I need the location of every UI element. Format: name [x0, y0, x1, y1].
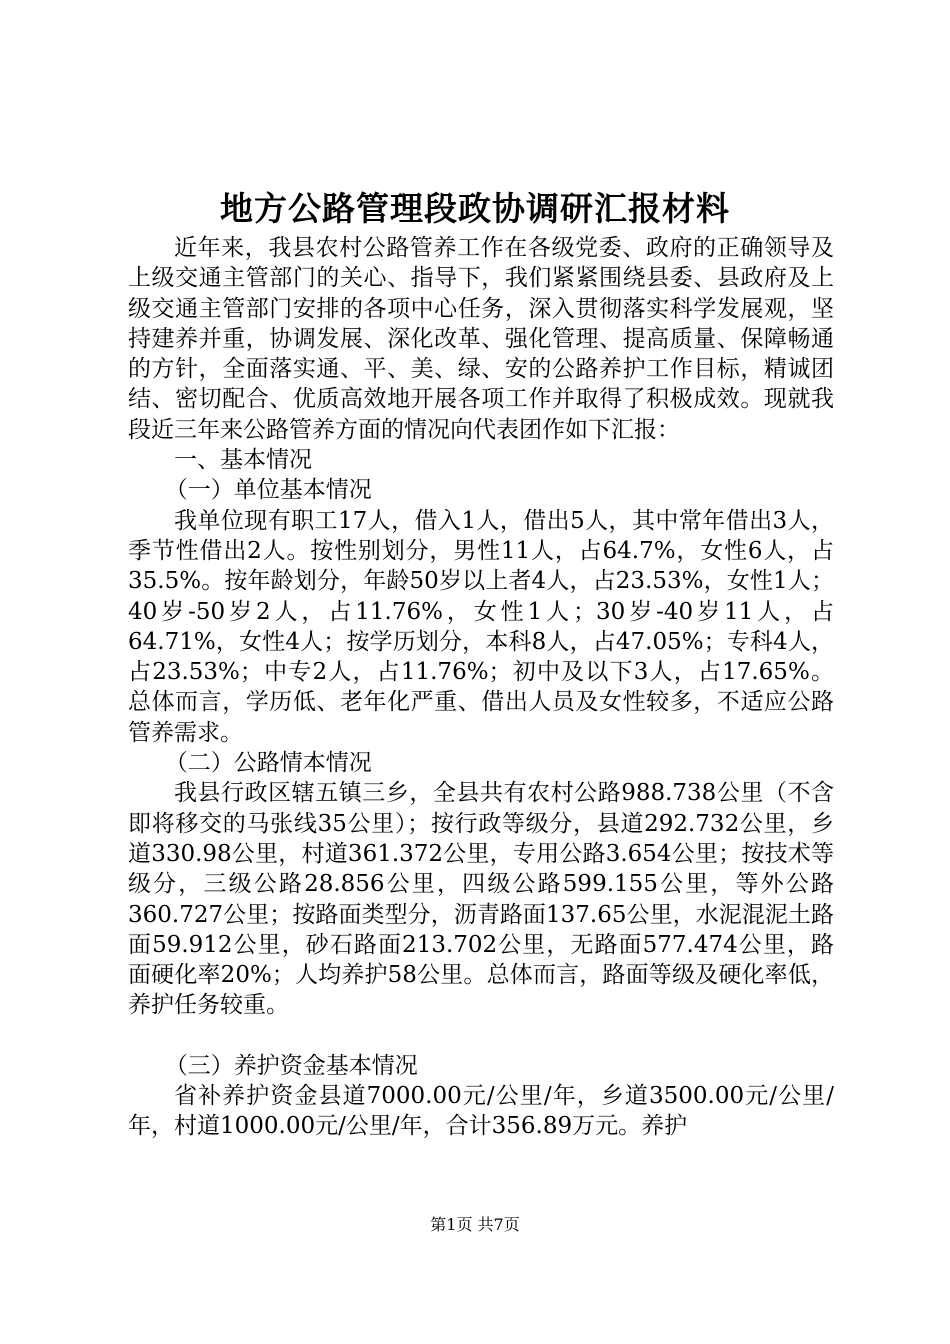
document-title: 地方公路管理段政协调研汇报材料	[220, 189, 730, 228]
subsection-heading-funds: （三）养护资金基本情况	[164, 1052, 418, 1079]
unit-paragraph: 我单位现有职工17人，借入1人，借出5人，其中常年借出3人，季节性借出2人。按性别划分，男性11人，占64.7%，女性6人，占35.5%。按年龄划分，年龄50岁以上者4人，占23.53%，女性1人；40岁-50岁2人，占11.76%，女性1人；30岁-40岁11人，占64.71%，女性4人；按学历划分，本科8人，占47.05%；专科4人，占23.53%；中专2人，占11.76%；初中及以下3人，占17.65%。总体而言，学历低、老年化严重、借出人员及女性较多，不适应公路管养需求。	[128, 507, 834, 746]
roads-paragraph: 我县行政区辖五镇三乡，全县共有农村公路988.738公里（不含即将移交的马张线35公里）；按行政等级分，县道292.732公里，乡道330.98公里，村道361.372公里，专用公路3.654公里；按技术等级分，三级公路28.856公里，四级公路599.155公里，等外公路360.727公里；按路面类型分，沥青路面137.65公里，水泥混泥土路面59.912公里，砂石路面213.702公里，无路面577.474公里，路面硬化率20%；人均养护58公里。总体而言，路面等级及硬化率低，养护任务较重。	[128, 780, 834, 1019]
page-number-footer: 第1页 共7页	[430, 1215, 520, 1234]
funds-paragraph: 省补养护资金县道7000.00元/公里/年，乡道3500.00元/公里/年，村道1000.00元/公里/年，合计356.89万元。养护	[128, 1083, 834, 1140]
subsection-heading-unit: （一）单位基本情况	[164, 477, 372, 504]
paragraph-spacer	[128, 1021, 834, 1051]
intro-paragraph: 近年来，我县农村公路管养工作在各级党委、政府的正确领导及上级交通主管部门的关心、指导下，我们紧紧围绕县委、县政府及上级交通主管部门安排的各项中心任务，深入贯彻落实科学发展观，坚持建养并重，协调发展、深化改革、强化管理、提高质量、保障畅通的方针，全面落实通、平、美、绿、安的公路养护工作目标，精诚团结、密切配合、优质高效地开展各项工作并取得了积极成效。现就我段近三年来公路管养方面的情况向代表团作如下汇报：	[128, 235, 834, 443]
section-heading-basic-info: 一、基本情况	[174, 447, 312, 474]
subsection-heading-roads: （二）公路情本情况	[164, 750, 372, 777]
document-body	[128, 233, 834, 1142]
